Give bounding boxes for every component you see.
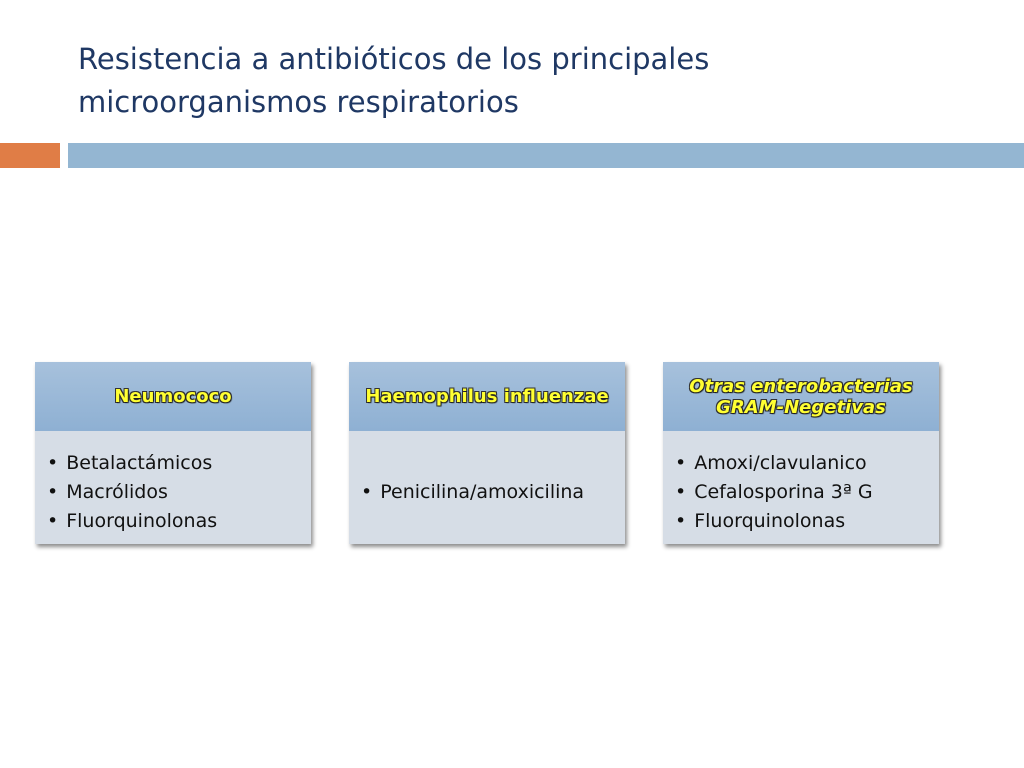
card-header-label: Otras enterobacterias GRAM-Negetivas (689, 375, 913, 418)
card-header (349, 362, 625, 431)
card-body (35, 431, 311, 544)
list-item: • Cefalosporina 3ª G (675, 478, 939, 507)
card-enterobacterias (663, 362, 939, 544)
slide-title (78, 38, 978, 124)
list-item: • Amoxi/clavulanico (675, 449, 939, 478)
card-header (663, 362, 939, 431)
card-header (35, 362, 311, 431)
antibiotic-list (675, 449, 939, 536)
list-item: • Betalactámicos (47, 449, 311, 478)
card-body (663, 431, 939, 544)
card-header-label: Neumococo (114, 386, 232, 407)
card-neumococo (35, 362, 311, 544)
list-item: • Macrólidos (47, 478, 311, 507)
antibiotic-list (361, 478, 625, 507)
antibiotic-list (47, 449, 311, 536)
card-body (349, 431, 625, 544)
slide-title-line-2: microorganismos respiratorios (78, 85, 519, 119)
list-item: • Penicilina/amoxicilina (361, 478, 625, 507)
accent-bar (0, 143, 60, 168)
list-item: • Fluorquinolonas (47, 507, 311, 536)
list-item: • Fluorquinolonas (675, 507, 939, 536)
card-header-label: Haemophilus influenzae (365, 386, 609, 407)
title-rule-bar (68, 143, 1024, 168)
card-haemophilus (349, 362, 625, 544)
slide-title-line-1: Resistencia a antibióticos de los principales (78, 42, 710, 76)
